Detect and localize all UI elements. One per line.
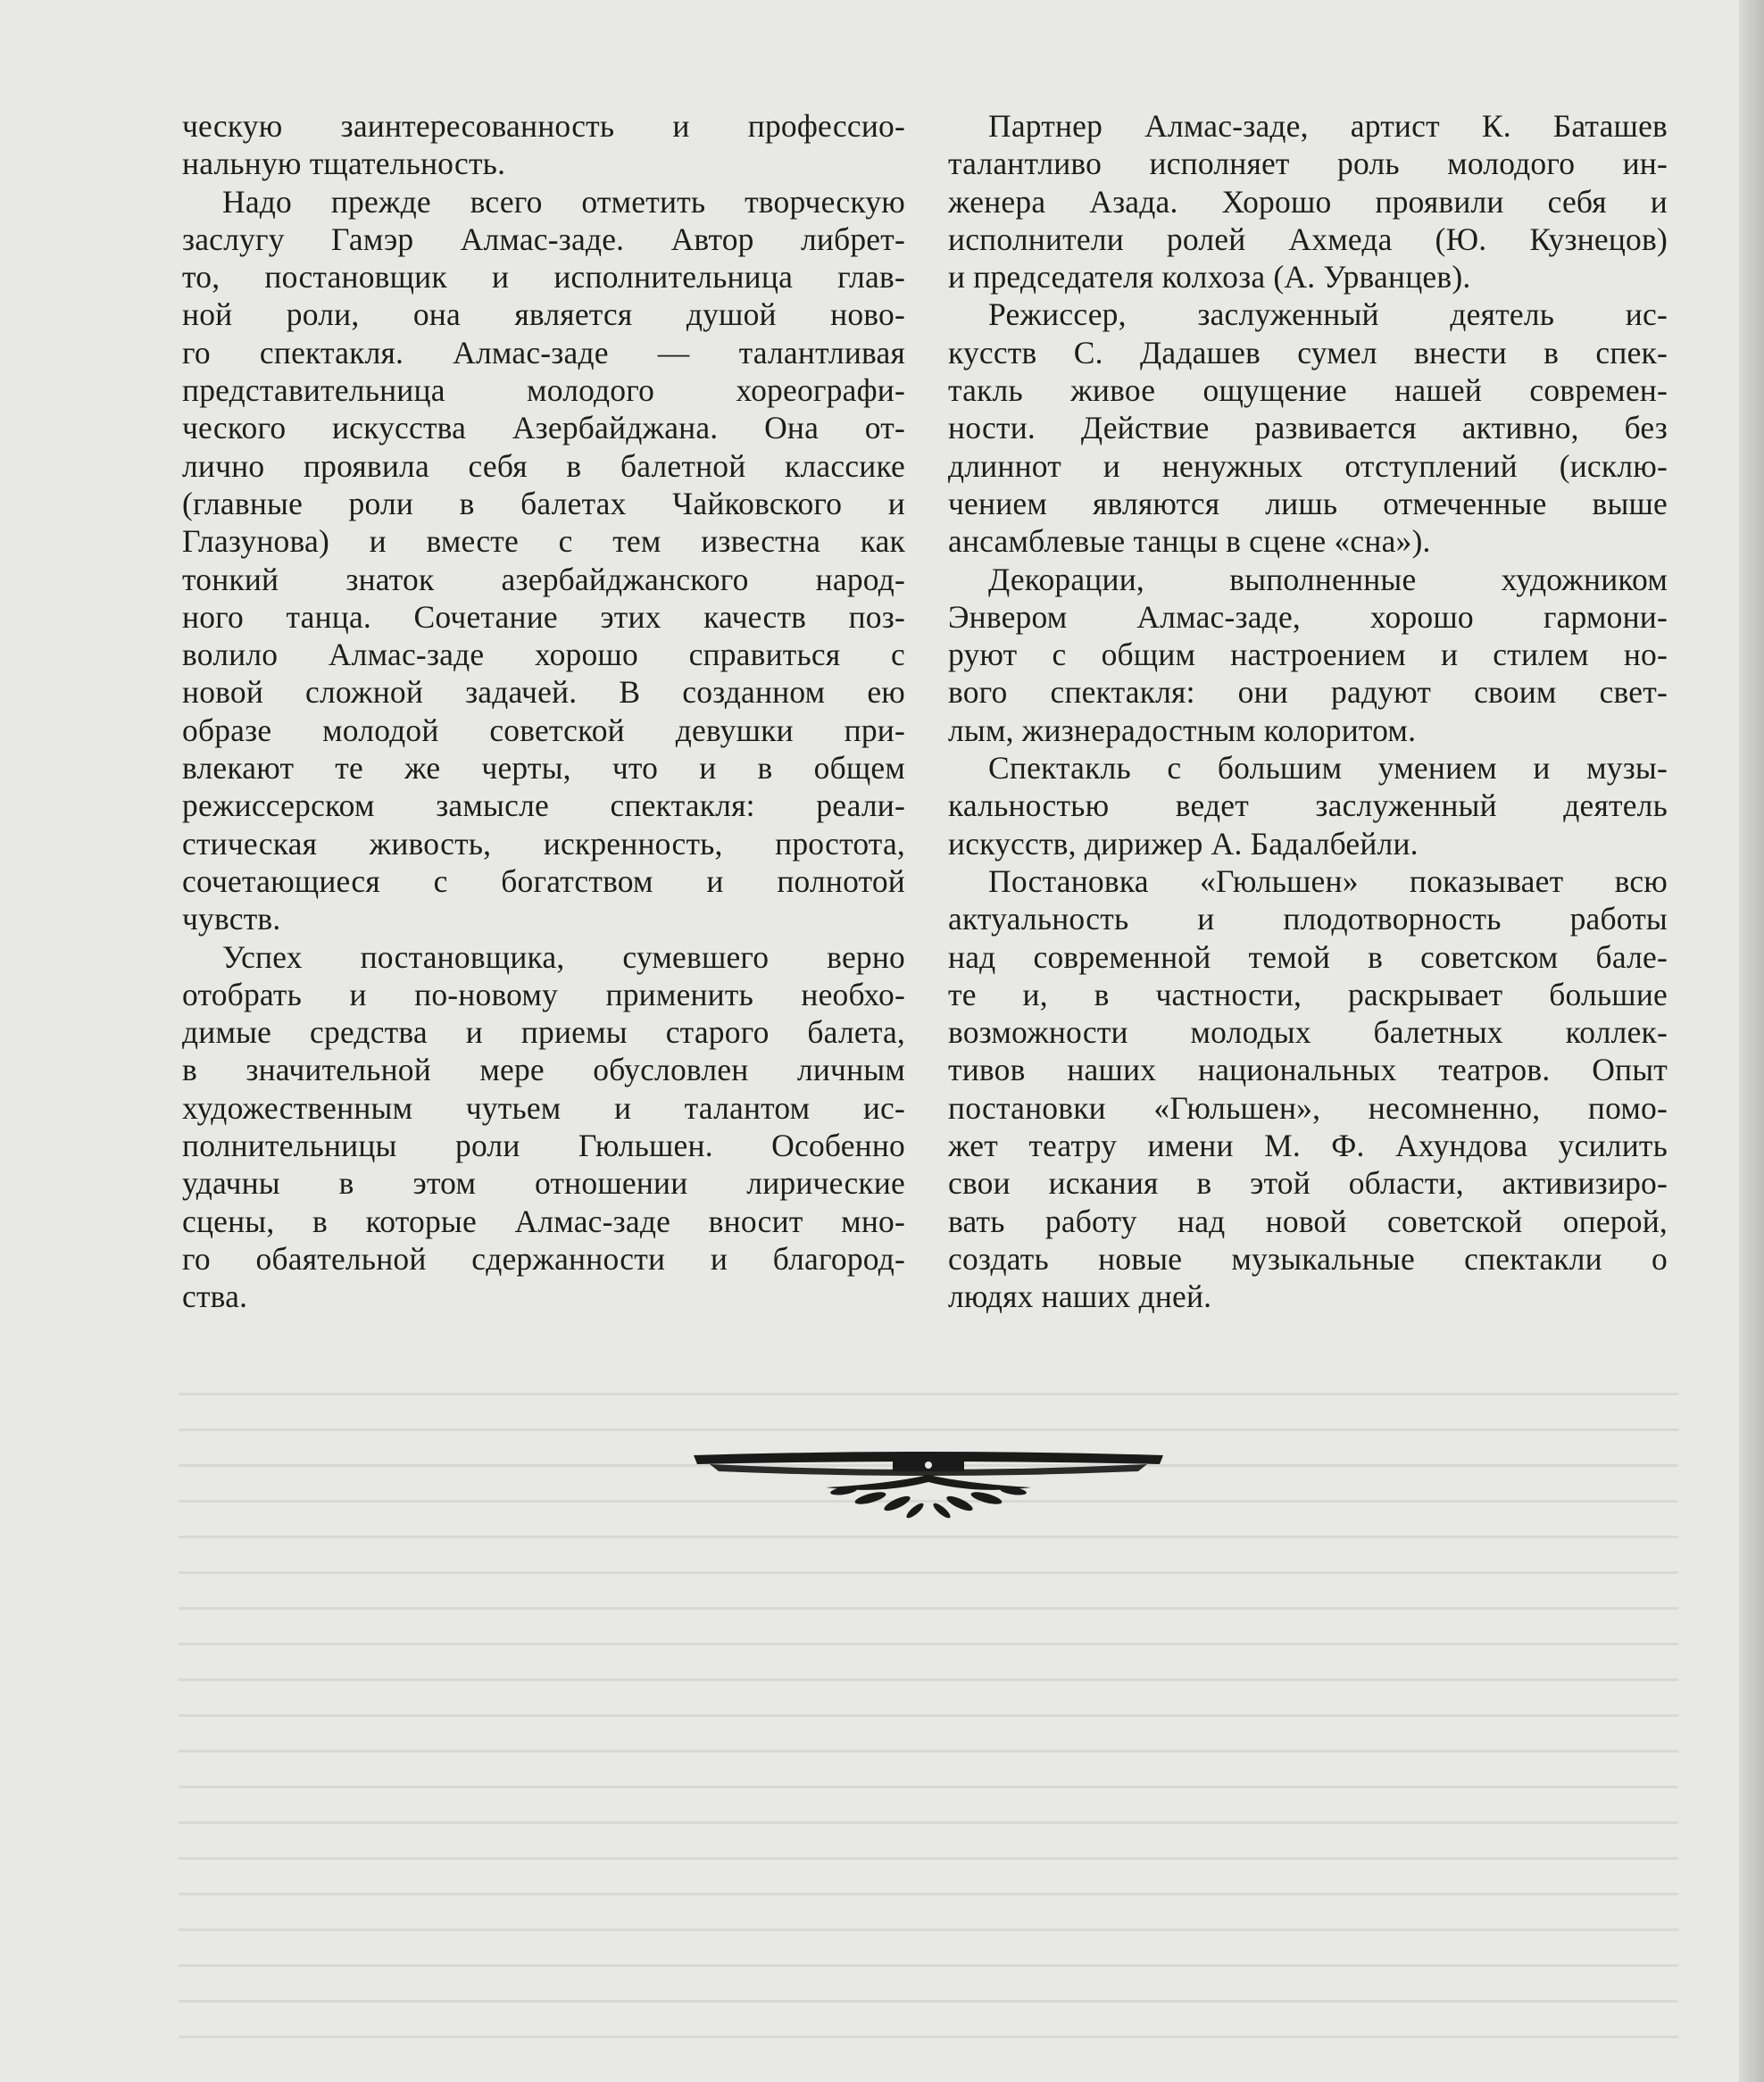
text-line: Постановка «Гюльшен» показывает всю [988, 862, 1668, 899]
text-line: ческого искусства Азербайджана. Она от- [182, 410, 905, 446]
text-line: то, постановщик и исполнительница глав- [182, 259, 905, 296]
text-line: ческую заинтересованность и профессио- [182, 108, 905, 144]
page-edge-shadow [1739, 0, 1764, 2082]
text-line: Энвером Алмас-заде, хорошо гармони- [948, 598, 1668, 635]
text-line: ансамблевые танцы в сцене «сна»). [948, 523, 1431, 560]
text-line: чением являются лишь отмеченные выше [948, 485, 1668, 521]
text-line: отобрать и по-новому применить необхо- [182, 976, 905, 1012]
right-column [948, 107, 1668, 1316]
text-line: сцены, в которые Алмас-заде вносит мно- [182, 1203, 905, 1239]
text-line: искусств, дирижер А. Бадалбейли. [948, 825, 1419, 862]
text-line: свои искания в этой области, активизиро- [948, 1165, 1668, 1202]
text-line: представительница молодого хореографи- [182, 372, 905, 409]
text-line: го обаятельной сдержанности и благород- [182, 1240, 905, 1277]
text-line: Партнер Алмас-заде, артист К. Баташев [988, 108, 1668, 144]
text-line: Декорации, выполненные художником [988, 561, 1668, 597]
text-line: полнительницы роли Гюльшен. Особенно [182, 1128, 905, 1164]
text-line: ной роли, она является душой ново- [182, 296, 905, 333]
text-line: такль живое ощущение нашей современ- [948, 372, 1668, 409]
text-line: постановки «Гюльшен», несомненно, помо- [948, 1089, 1668, 1126]
text-line: тивов наших национальных театров. Опыт [948, 1052, 1668, 1088]
left-column [182, 107, 905, 1316]
text-line: ности. Действие развивается активно, без [948, 410, 1668, 446]
text-line: над современной темой в советском бале- [948, 938, 1668, 975]
text-line: кусств С. Дадашев сумел внести в спек- [948, 334, 1668, 371]
text-line: Успех постановщика, сумевшего верно [222, 938, 905, 975]
text-line: заслугу Гамэр Алмас-заде. Автор либрет- [182, 221, 905, 257]
text-line: возможности молодых балетных коллек- [948, 1014, 1668, 1051]
text-line: Надо прежде всего отметить творческую [222, 183, 905, 220]
text-line: вать работу над новой советской оперой, [948, 1203, 1668, 1239]
text-line: создать новые музыкальные спектакли о [948, 1240, 1668, 1277]
text-line: длиннот и ненужных отступлений (исклю- [948, 447, 1668, 484]
text-line: лым, жизнерадостным колоритом. [948, 712, 1417, 748]
text-line: лично проявила себя в балетной классике [182, 447, 905, 484]
text-line: режиссерском замысле спектакля: реали- [182, 787, 905, 824]
text-line: Глазунова) и вместе с тем известна как [182, 523, 905, 560]
ornament-divider-icon [692, 1448, 1165, 1520]
text-line: ства. [182, 1278, 248, 1315]
text-line: волило Алмас-заде хорошо справиться с [182, 637, 905, 673]
text-line: го спектакля. Алмас-заде — талантливая [182, 334, 905, 371]
text-line: нальную тщательность. [182, 146, 506, 182]
text-line: сочетающиеся с богатством и полнотой [182, 862, 905, 899]
text-line: образе молодой советской девушки при- [182, 712, 905, 748]
text-line: те и, в частности, раскрывает большие [948, 976, 1668, 1012]
text-line: и председателя колхоза (А. Урванцев). [948, 259, 1471, 296]
text-line: кальностью ведет заслуженный деятель [948, 787, 1668, 824]
text-line: стическая живость, искренность, простота, [182, 825, 905, 862]
text-line: людях наших дней. [948, 1278, 1212, 1315]
text-line: художественным чутьем и талантом ис- [182, 1089, 905, 1126]
text-line: ного танца. Сочетание этих качеств поз- [182, 598, 905, 635]
text-line: талантливо исполняет роль молодого ин- [948, 146, 1668, 182]
text-line: Режиссер, заслуженный деятель ис- [988, 296, 1668, 333]
text-line: новой сложной задачей. В созданном ею [182, 674, 905, 711]
text-line: димые средства и приемы старого балета, [182, 1014, 905, 1051]
text-line: тонкий знаток азербайджанского народ- [182, 561, 905, 597]
text-line: актуальность и плодотворность работы [948, 901, 1668, 937]
text-line: (главные роли в балетах Чайковского и [182, 485, 905, 521]
text-line: женера Азада. Хорошо проявили себя и [948, 183, 1668, 220]
text-line: чувств. [182, 901, 281, 937]
text-line: удачны в этом отношении лирические [182, 1165, 905, 1202]
text-line: жет театру имени М. Ф. Ахундова усилить [948, 1128, 1668, 1164]
text-line: руют с общим настроением и стилем но- [948, 637, 1668, 673]
text-line: Спектакль с большим умением и музы- [988, 750, 1668, 787]
text-line: исполнители ролей Ахмеда (Ю. Кузнецов) [948, 221, 1668, 257]
text-line: в значительной мере обусловлен личным [182, 1052, 905, 1088]
text-line: вого спектакля: они радуют своим свет- [948, 674, 1668, 711]
text-line: влекают те же черты, что и в общем [182, 750, 905, 787]
